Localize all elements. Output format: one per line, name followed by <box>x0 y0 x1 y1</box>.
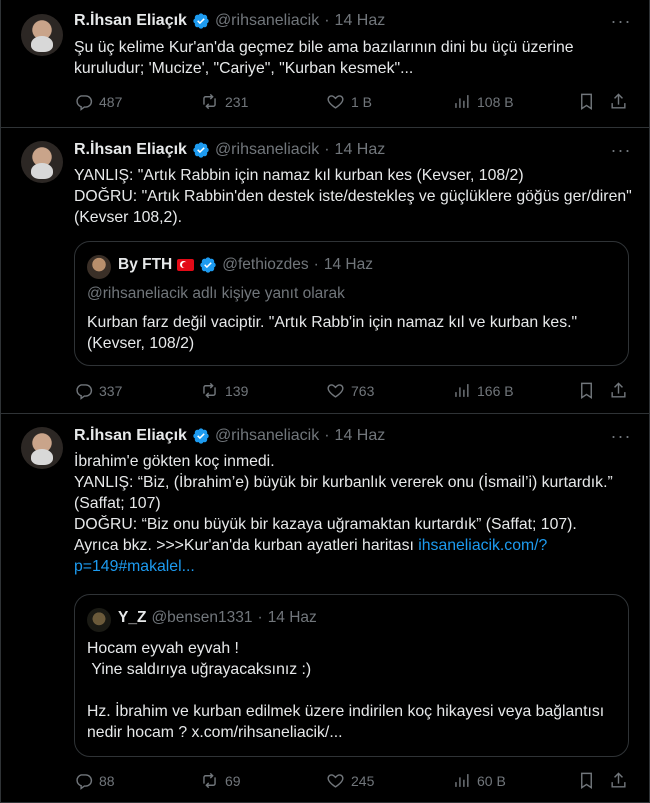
bookmark-button[interactable] <box>577 381 596 400</box>
tweet-actions <box>1 92 649 116</box>
tweet-date[interactable]: 14 Haz <box>334 12 386 29</box>
tweet-text: Şu üç kelime Kur'an'da geçmez bile ama bazılarının dini bu üçü üzerine kuruludur; 'Mucize', "Cariye", "Kurban kesmek"... <box>74 39 578 77</box>
like-count: 245 <box>351 772 375 789</box>
tweet-header <box>74 141 385 159</box>
separator-dot: · <box>324 427 330 444</box>
author-handle[interactable]: @rihsaneliacik <box>214 427 320 444</box>
verified-badge-icon <box>199 256 217 274</box>
views-icon <box>452 92 471 111</box>
quoted-author-name: By FTH <box>118 256 173 273</box>
reply-button[interactable] <box>74 92 122 111</box>
view-count: 166 B <box>477 382 514 399</box>
tweet-actions <box>1 381 649 405</box>
quoted-author-avatar <box>87 608 111 632</box>
like-button[interactable] <box>326 381 374 400</box>
tweet[interactable] <box>1 0 649 128</box>
quoted-author-handle: @bensen1331 <box>151 609 253 626</box>
author-avatar[interactable] <box>21 141 63 183</box>
separator-dot: · <box>313 256 319 273</box>
repost-count: 69 <box>225 772 241 789</box>
tweet-link-part-2: p=149#makalel... <box>74 558 195 575</box>
author-avatar[interactable] <box>21 14 63 56</box>
views-button[interactable] <box>452 92 514 111</box>
quoted-tweet[interactable] <box>74 241 629 366</box>
repost-count: 231 <box>225 93 249 110</box>
tweet-actions <box>1 771 649 795</box>
separator-dot: · <box>324 141 330 158</box>
like-button[interactable] <box>326 771 374 790</box>
reply-button[interactable] <box>74 381 122 400</box>
separator-dot: · <box>324 12 330 29</box>
tweet[interactable] <box>1 414 649 803</box>
reply-button[interactable] <box>74 771 115 790</box>
quoted-tweet-date: 14 Haz <box>267 609 317 626</box>
verified-badge-icon <box>192 12 210 30</box>
view-count: 108 B <box>477 93 514 110</box>
author-name[interactable]: R.İhsan Eliaçık <box>74 427 187 444</box>
more-options-icon[interactable]: ··· <box>610 11 632 31</box>
author-handle[interactable]: @rihsaneliacik <box>214 141 320 158</box>
tweet-text <box>74 451 633 577</box>
verified-badge-icon <box>192 141 210 159</box>
repost-button[interactable] <box>200 381 248 400</box>
bookmark-button[interactable] <box>577 92 596 111</box>
share-icon <box>609 381 628 400</box>
like-count: 1 B <box>351 93 373 110</box>
share-button[interactable] <box>609 381 628 400</box>
more-options-icon[interactable]: ··· <box>610 426 632 446</box>
bookmark-icon <box>577 92 596 111</box>
reply-icon <box>74 92 93 111</box>
repost-icon <box>200 381 219 400</box>
heart-icon <box>326 92 345 111</box>
views-icon <box>452 771 471 790</box>
share-icon <box>609 771 628 790</box>
repost-button[interactable] <box>200 771 241 790</box>
verified-badge-icon <box>192 427 210 445</box>
reply-icon <box>74 771 93 790</box>
heart-icon <box>326 771 345 790</box>
turkish-flag-icon <box>177 259 194 271</box>
share-button[interactable] <box>609 771 628 790</box>
view-count: 60 B <box>477 772 506 789</box>
quoted-author-name: Y_Z <box>118 609 147 626</box>
tweet-header <box>74 427 385 445</box>
like-button[interactable] <box>326 92 372 111</box>
bookmark-icon <box>577 381 596 400</box>
author-handle[interactable]: @rihsaneliacik <box>214 12 320 29</box>
more-options-icon[interactable]: ··· <box>610 140 632 160</box>
views-button[interactable] <box>452 381 514 400</box>
reply-count: 337 <box>99 382 123 399</box>
reply-icon <box>74 381 93 400</box>
tweet-text: YANLIŞ: "Artık Rabbin için namaz kıl kurban kes (Kevser, 108/2) DOĞRU: "Artık Rabbin'den destek iste/destekleş ve güçlüklere göğüs ger/diren" (Kevser 108,2). <box>74 167 632 226</box>
tweet-date[interactable]: 14 Haz <box>334 141 386 158</box>
heart-icon <box>326 381 345 400</box>
quoted-author-avatar <box>87 255 111 279</box>
quoted-tweet-header <box>118 256 373 274</box>
tweet[interactable] <box>1 128 649 414</box>
views-icon <box>452 381 471 400</box>
share-icon <box>609 92 628 111</box>
tweet-body: İbrahim'e gökten koç inmedi. YANLIŞ: “Biz, (İbrahim’e) büyük bir kurbanlık vererek onu (İsmail’i) kurtardık.” (Saffat; 107) DOĞRU: “Biz onu büyük bir kazaya uğramaktan kurtardık” (Saffat; 107). Ayrıca bkz. >>>Kur'an'da kurban ayatleri haritası <box>74 453 613 554</box>
quoted-tweet[interactable] <box>74 594 629 757</box>
quoted-tweet-text: Kurban farz değil vaciptir. "Artık Rabb'in için namaz kıl ve kurban kes." (Kevser, 108/2) <box>87 314 582 352</box>
reply-context: @rihsaneliacik adlı kişiye yanıt olarak <box>87 285 345 302</box>
reply-count: 487 <box>99 93 123 110</box>
tweet-link-part-1: ihsaneliacik.com/? <box>418 537 548 554</box>
repost-icon <box>200 771 219 790</box>
bookmark-button[interactable] <box>577 771 596 790</box>
bookmark-icon <box>577 771 596 790</box>
quoted-author-handle: @fethiozdes <box>222 256 309 273</box>
separator-dot: · <box>257 609 263 626</box>
author-name[interactable]: R.İhsan Eliaçık <box>74 141 187 158</box>
share-button[interactable] <box>609 92 628 111</box>
quoted-tweet-header <box>118 609 317 627</box>
author-name[interactable]: R.İhsan Eliaçık <box>74 12 187 29</box>
repost-button[interactable] <box>200 92 248 111</box>
tweet-date[interactable]: 14 Haz <box>334 427 386 444</box>
quoted-tweet-text: Hocam eyvah eyvah ! Yine saldırıya uğrayacaksınız :) Hz. İbrahim ve kurban edilmek üzere indirilen koç hikayesi veya bağlantısı nedir hocam ? x.com/rihsaneliacik/... <box>87 640 605 741</box>
views-button[interactable] <box>452 771 506 790</box>
reply-count: 88 <box>99 772 115 789</box>
like-count: 763 <box>351 382 375 399</box>
repost-count: 139 <box>225 382 249 399</box>
author-avatar[interactable] <box>21 427 63 469</box>
tweet-header <box>74 12 385 30</box>
quoted-tweet-date: 14 Haz <box>323 256 373 273</box>
repost-icon <box>200 92 219 111</box>
